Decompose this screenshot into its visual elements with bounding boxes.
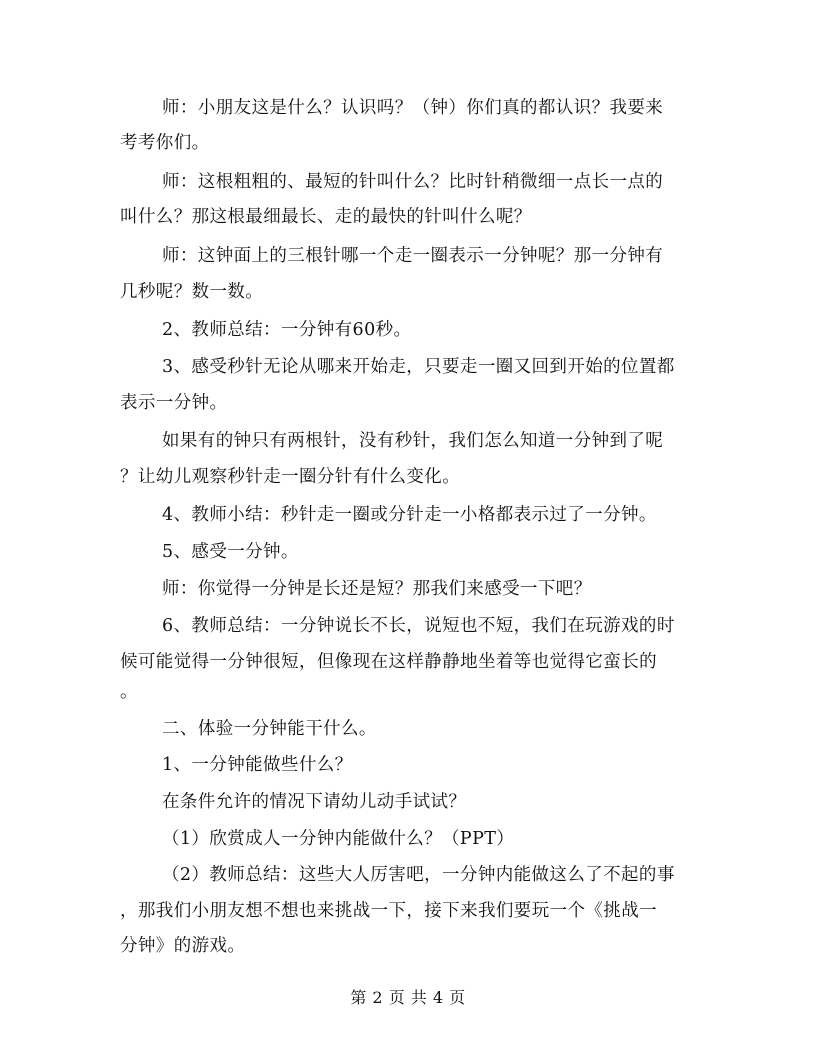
paragraph-line: （1）欣赏成人一分钟内能做什么？（PPT） — [162, 829, 515, 849]
paragraph-line: 表示一分钟。 — [120, 393, 228, 413]
paragraph-line: 考考你们。 — [120, 133, 210, 153]
paragraph-line: 如果有的钟只有两根针，没有秒针，我们怎么知道一分钟到了呢 — [162, 431, 664, 451]
page-number-footer: 第 2 页 共 4 页 — [350, 988, 466, 1007]
paragraph-line: 。 — [120, 682, 138, 702]
paragraph-line: ，那我们小朋友想不想也来挑战一下，接下来我们要玩一个《挑战一 — [120, 901, 657, 921]
paragraph-line: 二、体验一分钟能干什么。 — [162, 719, 377, 739]
paragraph-line: （2）教师总结：这些大人厉害吧，一分钟内能做这么了不起的事 — [162, 865, 675, 885]
paragraph-line: 师：小朋友这是什么？认识吗？（钟）你们真的都认识？我要来 — [162, 98, 664, 118]
paragraph-line: 在条件允许的情况下请幼儿动手试试？ — [162, 792, 467, 812]
paragraph-line: 2、教师总结：一分钟有60秒。 — [162, 320, 412, 340]
paragraph-line: 几秒呢？数一数。 — [120, 282, 264, 302]
paragraph-line: 叫什么？那这根最细最长、走的最快的针叫什么呢？ — [120, 207, 532, 227]
paragraph-line: 4、教师小结：秒针走一圈或分针走一小格都表示过了一分钟。 — [162, 505, 657, 525]
paragraph-line: 师：这根粗粗的、最短的针叫什么？比时针稍微细一点长一点的 — [162, 172, 664, 192]
paragraph-line: 师：你觉得一分钟是长还是短？那我们来感受一下吧？ — [162, 579, 592, 599]
paragraph-line: 5、感受一分钟。 — [162, 542, 299, 562]
paragraph-line: ？让幼儿观察秒针走一圈分针有什么变化。 — [120, 467, 461, 487]
paragraph-line: 师：这钟面上的三根针哪一个走一圈表示一分钟呢？那一分钟有 — [162, 246, 664, 266]
paragraph-line: 分钟》的游戏。 — [120, 936, 246, 956]
paragraph-line: 6、教师总结：一分钟说长不长，说短也不短，我们在玩游戏的时 — [162, 616, 675, 636]
paragraph-line: 3、感受秒针无论从哪来开始走，只要走一圈又回到开始的位置都 — [162, 357, 675, 377]
paragraph-line: 候可能觉得一分钟很短，但像现在这样静静地坐着等也觉得它蛮长的 — [120, 652, 657, 672]
paragraph-line: 1、一分钟能做些什么？ — [162, 755, 353, 775]
